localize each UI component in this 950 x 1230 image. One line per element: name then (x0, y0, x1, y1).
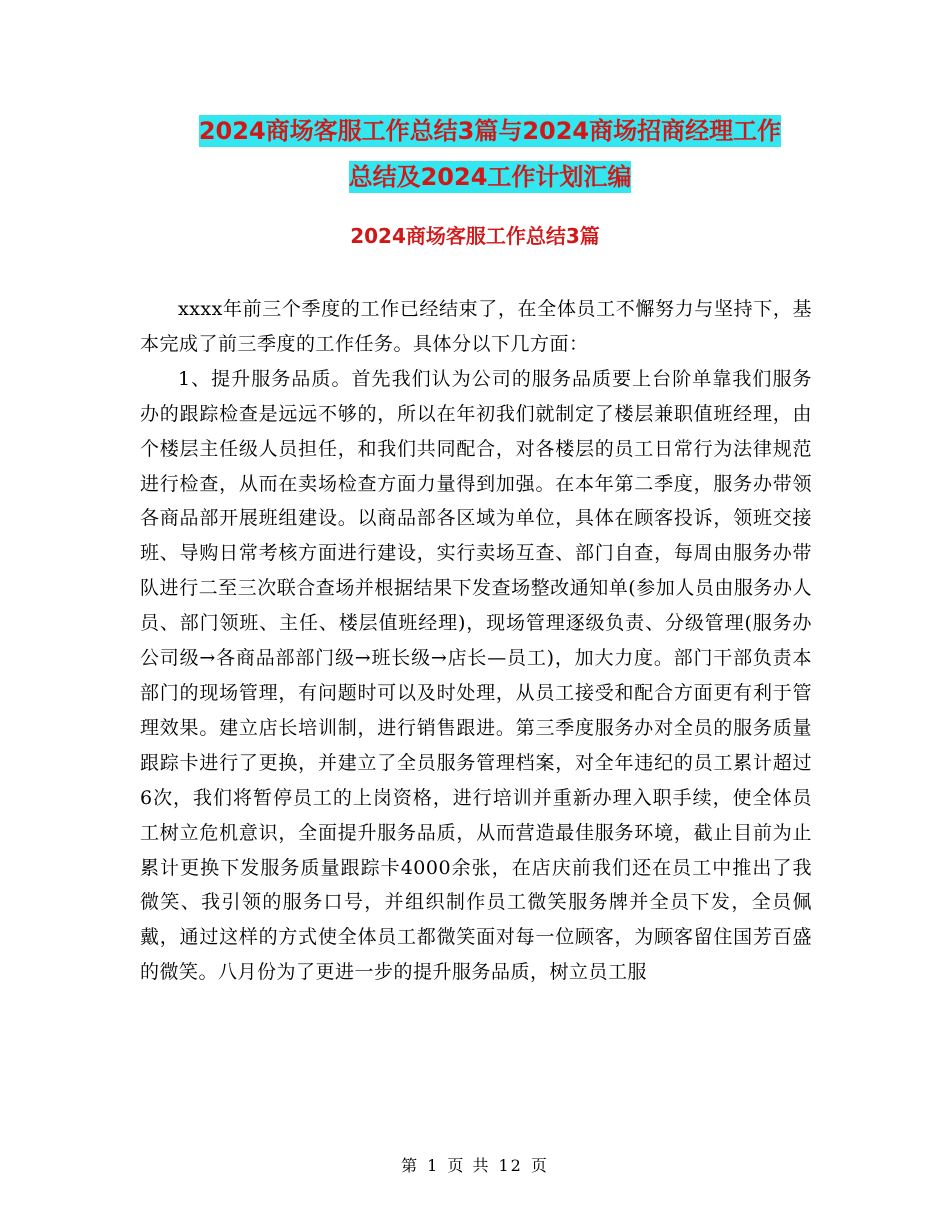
page-number: 1 (427, 1156, 440, 1175)
page-footer (0, 1154, 950, 1178)
body-text (140, 292, 812, 990)
footer-middle: 页 共 (447, 1156, 491, 1175)
footer-prefix: 第 (401, 1156, 420, 1175)
paragraph-intro: xxxx年前三个季度的工作已经结束了，在全体员工不懈努力与坚持下，基本完成了前三季度的工作任务。具体分以下几方面： (140, 298, 812, 355)
section-title: 2024商场客服工作总结3篇 (350, 224, 600, 248)
footer-suffix: 页 (530, 1156, 549, 1175)
document-title (140, 108, 840, 200)
title-line-2: 总结及2024工作计划汇编 (348, 163, 632, 191)
paragraph-service-quality: 1、提升服务品质。首先我们认为公司的服务品质要上台阶单靠我们服务办的跟踪检查是远远不够的，所以在年初我们就制定了楼层兼职值班经理，由个楼层主任级人员担任，和我们共同配合，对各楼层的员工日常行为法律规范进行检查，从而在卖场检查方面力量得到加强。在本年第二季度，服务办带领各商品部开展班组建设。以商品部各区域为单位，具体在顾客投诉，领班交接班、导购日常考核方面进行建设，实行卖场互查、部门自查，每周由服务办带队进行二至三次联合查场并根据结果下发查场整改通知单(参加人员由服务办人员、部门领班、主任、楼层值班经理)，现场管理逐级负责、分级管理(服务办公司级→各商品部部门级→班长级→店长—员工)，加大力度。部门干部负责本部门的现场管理，有问题时可以及时处理，从员工接受和配合方面更有利于管理效果。建立店长培训制，进行销售跟进。第三季度服务办对全员的服务质量跟踪卡进行了更换，并建立了全员服务管理档案，对全年违纪的员工累计超过6次，我们将暂停员工的上岗资格，进行培训并重新办理入职手续，使全体员工树立危机意识，全面提升服务品质，从而营造最佳服务环境，截止目前为止累计更换下发服务质量跟踪卡4000余张，在店庆前我们还在员工中推出了我微笑、我引领的服务口号，并组织制作员工微笑服务牌并全员下发，全员佩戴，通过这样的方式使全体员工都微笑面对每一位顾客，为顾客留住国芳百盛的微笑。八月份为了更进一步的提升服务品质，树立员工服 (140, 367, 812, 984)
title-line-1: 2024商场客服工作总结3篇与2024商场招商经理工作 (198, 117, 782, 145)
page-total: 12 (498, 1156, 523, 1175)
